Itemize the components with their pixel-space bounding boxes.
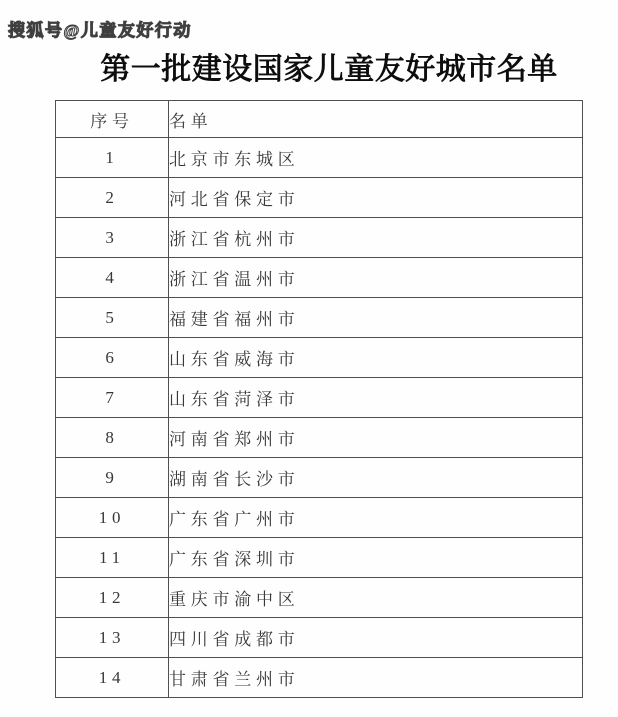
serial-cell: 4 bbox=[56, 258, 169, 298]
serial-cell: 12 bbox=[56, 578, 169, 618]
name-cell: 山东省菏泽市 bbox=[169, 378, 583, 418]
serial-cell: 14 bbox=[56, 658, 169, 698]
sohu-watermark: 搜狐号@儿童友好行动 bbox=[8, 21, 192, 40]
name-cell: 河北省保定市 bbox=[169, 178, 583, 218]
serial-cell: 2 bbox=[56, 178, 169, 218]
name-cell: 湖南省长沙市 bbox=[169, 458, 583, 498]
serial-cell: 10 bbox=[56, 498, 169, 538]
serial-cell: 6 bbox=[56, 338, 169, 378]
table-row bbox=[56, 338, 583, 378]
serial-cell: 8 bbox=[56, 418, 169, 458]
serial-cell: 9 bbox=[56, 458, 169, 498]
serial-cell: 13 bbox=[56, 618, 169, 658]
name-cell: 浙江省温州市 bbox=[169, 258, 583, 298]
table-row bbox=[56, 498, 583, 538]
name-cell: 河南省郑州市 bbox=[169, 418, 583, 458]
name-cell: 福建省福州市 bbox=[169, 298, 583, 338]
table-header-row bbox=[56, 101, 583, 138]
name-cell: 重庆市渝中区 bbox=[169, 578, 583, 618]
table-row bbox=[56, 578, 583, 618]
table-row bbox=[56, 458, 583, 498]
table-row bbox=[56, 258, 583, 298]
table-row bbox=[56, 218, 583, 258]
column-header-serial: 序号 bbox=[56, 101, 169, 138]
table-row bbox=[56, 618, 583, 658]
city-list-table bbox=[55, 100, 583, 698]
table-row bbox=[56, 658, 583, 698]
name-cell: 广东省深圳市 bbox=[169, 538, 583, 578]
name-cell: 甘肃省兰州市 bbox=[169, 658, 583, 698]
name-cell: 四川省成都市 bbox=[169, 618, 583, 658]
column-header-name: 名单 bbox=[169, 101, 583, 138]
table-row bbox=[56, 298, 583, 338]
name-cell: 浙江省杭州市 bbox=[169, 218, 583, 258]
serial-cell: 5 bbox=[56, 298, 169, 338]
serial-cell: 11 bbox=[56, 538, 169, 578]
name-cell: 广东省广州市 bbox=[169, 498, 583, 538]
table-row bbox=[56, 418, 583, 458]
table-row bbox=[56, 378, 583, 418]
page-title: 第一批建设国家儿童友好城市名单 bbox=[100, 53, 558, 87]
serial-cell: 7 bbox=[56, 378, 169, 418]
table-row bbox=[56, 178, 583, 218]
name-cell: 北京市东城区 bbox=[169, 138, 583, 178]
table-row bbox=[56, 538, 583, 578]
table-row bbox=[56, 138, 583, 178]
serial-cell: 1 bbox=[56, 138, 169, 178]
serial-cell: 3 bbox=[56, 218, 169, 258]
name-cell: 山东省威海市 bbox=[169, 338, 583, 378]
